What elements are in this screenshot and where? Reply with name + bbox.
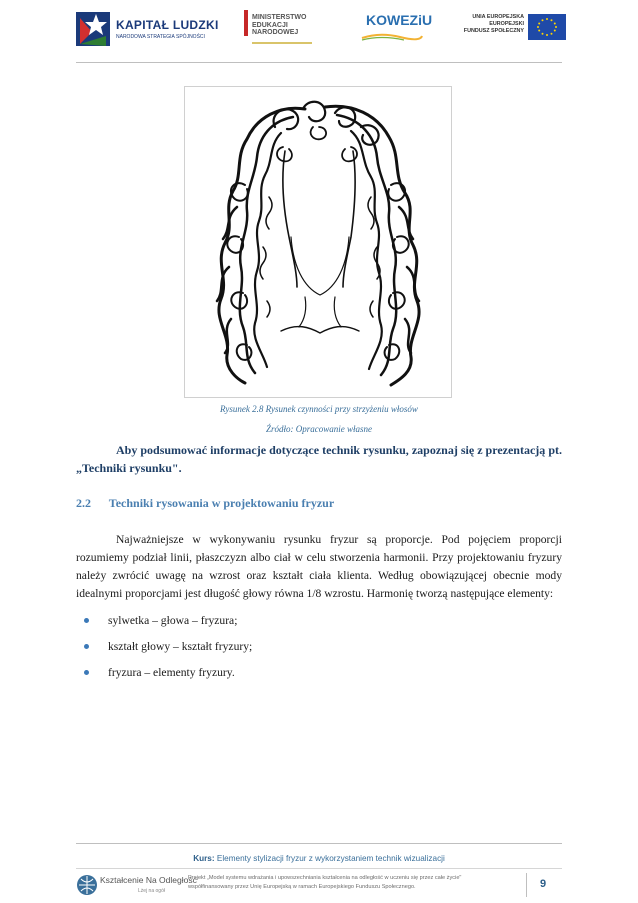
bullet-icon	[84, 644, 89, 649]
kno-globe-icon	[76, 874, 98, 896]
list-item	[84, 664, 252, 690]
footer-separator	[526, 873, 527, 897]
eu-line-2: EUROPEJSKI	[489, 21, 524, 28]
kapital-ludzki-logo	[76, 8, 219, 48]
page-number: 9	[540, 878, 547, 890]
figure-caption: Rysunek 2.8 Rysunek czynności przy strzyżeniu włosów	[220, 404, 418, 414]
ministry-logo	[244, 10, 324, 50]
kapital-ludzki-title: KAPITAŁ LUDZKI	[116, 18, 219, 32]
kapital-ludzki-subtitle: NARODOWA STRATEGIA SPÓJNOŚCI	[116, 34, 205, 40]
figure-source: Źródło: Opracowanie własne	[265, 424, 372, 434]
bullet-icon	[84, 670, 89, 675]
body-paragraph: Najważniejsze w wykonywaniu rysunku fryzur są proporcje. Pod pojęciem proporcji rozumiemy podział linii, płaszczyzn albo ciał w celu stworzenia harmonii. Przy projektowaniu fryzury należy zwrócić uwagę na wzrost oraz kształt ciała klienta. Według obowiązującej obecnie mody idealnymi proporcjami jest długość głowy równa 1/8 wzrostu. Harmonię tworzą następujące elementy:	[76, 533, 562, 600]
eu-line-3: FUNDUSZ SPOŁECZNY	[463, 28, 524, 35]
kowezu-title: KOWEZiU	[366, 12, 433, 28]
curly-hair-illustration	[185, 87, 451, 397]
eu-text	[456, 14, 524, 36]
ministry-bar	[252, 42, 312, 44]
eu-flag-icon	[528, 14, 566, 40]
kno-logo-text: Kształcenie Na Odległość	[100, 875, 197, 885]
project-line-2: współfinansowany przez Unię Europejską w ramach Europejskiego Funduszu Społecznego.	[188, 884, 416, 890]
ministry-line-2: EDUKACJI	[252, 21, 288, 29]
course-label: Kurs:	[193, 854, 215, 863]
list-item	[84, 612, 252, 638]
kapital-ludzki-emblem-icon	[76, 8, 112, 48]
footer-rule-2	[76, 868, 562, 869]
list-item-text: sylwetka – głowa – fryzura;	[108, 614, 238, 627]
course-title: Elementy stylizacji fryzur z wykorzystaniem technik wizualizacji	[216, 854, 445, 863]
footer-course	[76, 854, 562, 863]
eu-logo	[446, 14, 566, 44]
eu-line-1: UNIA EUROPEJSKA	[472, 14, 524, 20]
harmony-elements-list	[84, 612, 252, 690]
kowezu-swoosh-icon	[360, 32, 424, 42]
section-title: Techniki rysowania w projektowaniu fryzur	[108, 496, 335, 510]
list-item	[84, 638, 252, 664]
ministry-line-3: NARODOWEJ	[252, 29, 299, 36]
summary-paragraph: Aby podsumować informacje dotyczące technik rysunku, zapoznaj się z prezentacją pt. „Techniki rysunku".	[76, 443, 562, 475]
hair-drawing-figure	[184, 86, 452, 398]
header-rule	[76, 62, 562, 63]
list-item-text: kształt głowy – kształt fryzury;	[108, 640, 253, 653]
ministry-name	[252, 14, 306, 37]
section-heading	[76, 496, 334, 511]
kno-logo-sub: Lżej na ogół	[138, 888, 165, 894]
kowezu-logo	[360, 10, 433, 44]
project-line-1: Projekt „Model systemu wdrażania i upowszechniania kształcenia na odległość w uczeniu się przez całe życie"	[188, 875, 462, 881]
footer-rule	[76, 843, 562, 844]
kno-logo	[76, 874, 197, 898]
project-info	[188, 874, 518, 892]
bullet-icon	[84, 618, 89, 623]
section-number: 2.2	[76, 496, 91, 510]
list-item-text: fryzura – elementy fryzury.	[108, 666, 235, 679]
ministry-line-1: MINISTERSTWO	[252, 14, 307, 21]
